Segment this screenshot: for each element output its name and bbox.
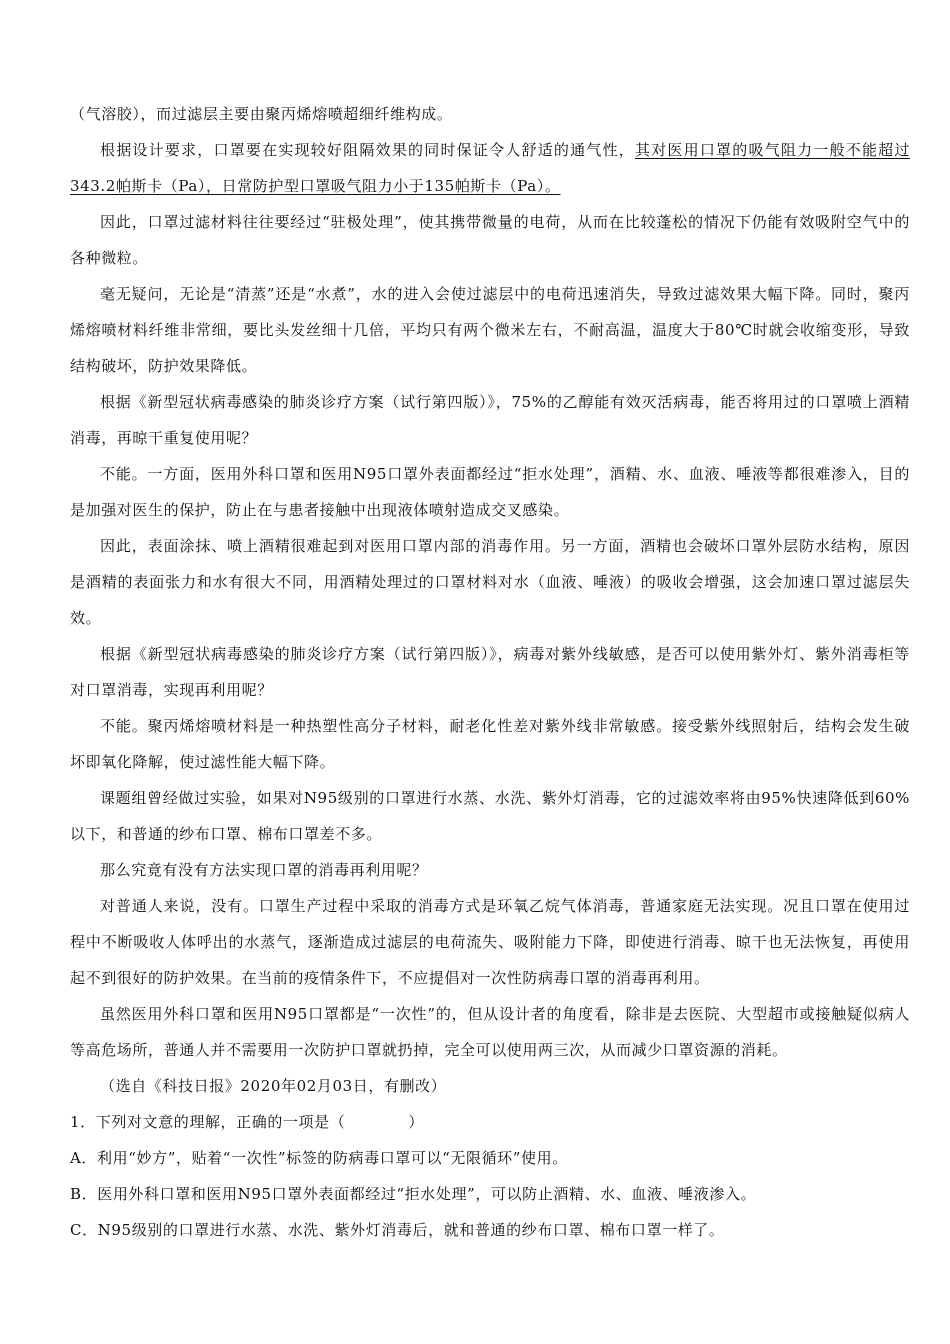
source-citation: （选自《科技日报》2020年02月03日，有删改） — [100, 1077, 447, 1095]
article-body — [70, 96, 910, 1248]
underlined-sentence: 其对医用口罩的吸气阻力一般不能超过343.2帕斯卡（Pa），日常防护型口罩吸气阻力小于135帕斯卡（Pa）。 — [70, 141, 910, 195]
paragraph: （气溶胶），而过滤层主要由聚丙烯熔喷超细纤维构成。 — [70, 105, 453, 123]
question-stem-text: 1．下列对文意的理解，正确的一项是（ — [70, 1113, 346, 1131]
option-a: A．利用“妙方”，贴着“一次性”标签的防病毒口罩可以“无限循环”使用。 — [70, 1149, 568, 1167]
paragraph: 因此，表面涂抹、喷上酒精很难起到对医用口罩内部的消毒作用。另一方面，酒精也会破坏口罩外层防水结构，原因是酒精的表面张力和水有很大不同，用酒精处理过的口罩材料对水（血液、唾液）的吸收会增强，这会加速口罩过滤层失效。 — [70, 537, 910, 627]
paragraph-underlined — [70, 132, 910, 204]
paragraph: 不能。一方面，医用外科口罩和医用N95口罩外表面都经过“拒水处理”，酒精、水、血液、唾液等都很难渗入，目的是加强对医生的保护，防止在与患者接触中出现液体喷射造成交叉感染。 — [70, 465, 910, 519]
paragraph: 课题组曾经做过实验，如果对N95级别的口罩进行水蒸、水洗、紫外灯消毒，它的过滤效率将由95%快速降低到60%以下，和普通的纱布口罩、棉布口罩差不多。 — [70, 789, 910, 843]
paragraph: 虽然医用外科口罩和医用N95口罩都是“一次性”的，但从设计者的角度看，除非是去医院、大型超市或接触疑似病人等高危场所，普通人并不需要用一次防护口罩就扔掉，完全可以使用两三次，从而减少口罩资源的消耗。 — [70, 1005, 910, 1059]
paragraph: 因此，口罩过滤材料往往要经过“驻极处理”，使其携带微量的电荷，从而在比较蓬松的情况下仍能有效吸附空气中的各种微粒。 — [70, 213, 910, 267]
paragraph: 毫无疑问，无论是“清蒸”还是“水煮”，水的进入会使过滤层中的电荷迅速消失，导致过滤效果大幅下降。同时，聚丙烯熔喷材料纤维非常细，要比头发丝细十几倍，平均只有两个微米左右，不耐高温，温度大于80℃时就会收缩变形，导致结构破坏，防护效果降低。 — [70, 285, 910, 375]
paragraph: 对普通人来说，没有。口罩生产过程中采取的消毒方式是环氧乙烷气体消毒，普通家庭无法实现。况且口罩在使用过程中不断吸收人体呼出的水蒸气，逐渐造成过滤层的电荷流失、吸附能力下降，即使进行消毒、晾干也无法恢复，再使用起不到很好的防护效果。在当前的疫情条件下，不应提倡对一次性防病毒口罩的消毒再利用。 — [70, 897, 910, 987]
question-stem-close: ） — [408, 1113, 424, 1131]
option-c: C．N95级别的口罩进行水蒸、水洗、紫外灯消毒后，就和普通的纱布口罩、棉布口罩一样了。 — [70, 1221, 725, 1239]
option-b: B．医用外科口罩和医用N95口罩外表面都经过“拒水处理”，可以防止酒精、水、血液、唾液渗入。 — [70, 1185, 757, 1203]
paragraph: 那么究竟有没有方法实现口罩的消毒再利用呢？ — [100, 861, 428, 879]
paragraph: 根据《新型冠状病毒感染的肺炎诊疗方案（试行第四版）》，病毒对紫外线敏感，是否可以使用紫外灯、紫外消毒柜等对口罩消毒，实现再利用呢？ — [70, 645, 910, 699]
question-stem — [70, 1104, 910, 1140]
paragraph-text: 根据设计要求，口罩要在实现较好阻隔效果的同时保证令人舒适的通气性， — [100, 141, 635, 159]
paragraph: 根据《新型冠状病毒感染的肺炎诊疗方案（试行第四版）》，75%的乙醇能有效灭活病毒，能否将用过的口罩喷上酒精消毒，再晾干重复使用呢？ — [70, 393, 910, 447]
paragraph: 不能。聚丙烯熔喷材料是一种热塑性高分子材料，耐老化性差对紫外线非常敏感。接受紫外线照射后，结构会发生破坏即氧化降解，使过滤性能大幅下降。 — [70, 717, 910, 771]
